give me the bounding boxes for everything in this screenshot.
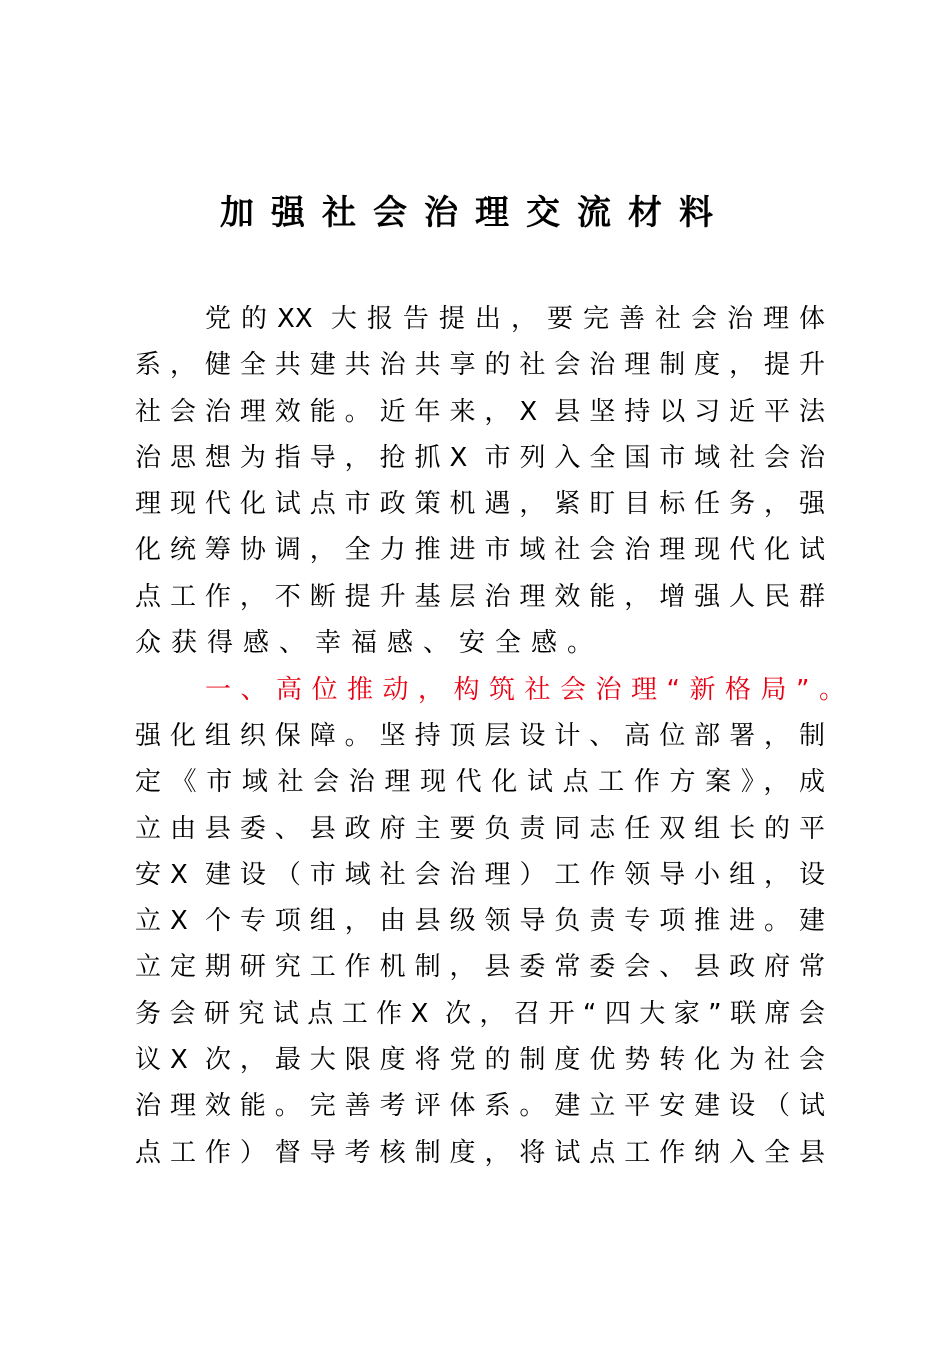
paragraph-line: 立定期研究工作机制，县委常委会、县政府常 (135, 952, 825, 982)
paragraph-line: 点工作，不断提升基层治理效能，增强人民群 (135, 582, 825, 612)
paragraph-line: 安X 建设（市域社会治理）工作领导小组，设 (135, 860, 825, 890)
paragraph-line: 强化组织保障。坚持顶层设计、高位部署，制 (135, 721, 825, 751)
paragraph-line: 化统筹协调，全力推进市域社会治理现代化试 (135, 535, 825, 565)
paragraph-line: 定《市域社会治理现代化试点工作方案》，成 (135, 767, 825, 797)
section-heading: 一、高位推动，构筑社会治理“新格局”。 (205, 675, 855, 705)
document-title: 加强社会治理交流材料 (220, 193, 730, 233)
paragraph-line: 系，健全共建共治共享的社会治理制度，提升 (135, 350, 825, 380)
paragraph-line: 立由县委、县政府主要负责同志任双组长的平 (135, 814, 825, 844)
paragraph-line: 治思想为指导，抢抓X 市列入全国市域社会治 (135, 443, 825, 473)
paragraph-line: 众获得感、幸福感、安全感。 (135, 628, 604, 658)
paragraph-line: 务会研究试点工作X 次，召开“四大家”联席会 (135, 999, 825, 1029)
paragraph-line: 立X 个专项组，由县级领导负责专项推进。建 (135, 906, 825, 936)
paragraph-line: 党的XX 大报告提出，要完善社会治理体 (205, 304, 825, 334)
paragraph-line: 理现代化试点市政策机遇，紧盯目标任务，强 (135, 489, 825, 519)
paragraph-line: 治理效能。完善考评体系。建立平安建设（试 (135, 1091, 825, 1121)
paragraph-line: 议X 次，最大限度将党的制度优势转化为社会 (135, 1045, 825, 1075)
paragraph-line: 点工作）督导考核制度，将试点工作纳入全县 (135, 1138, 825, 1168)
paragraph-line: 社会治理效能。近年来，X 县坚持以习近平法 (135, 397, 825, 427)
